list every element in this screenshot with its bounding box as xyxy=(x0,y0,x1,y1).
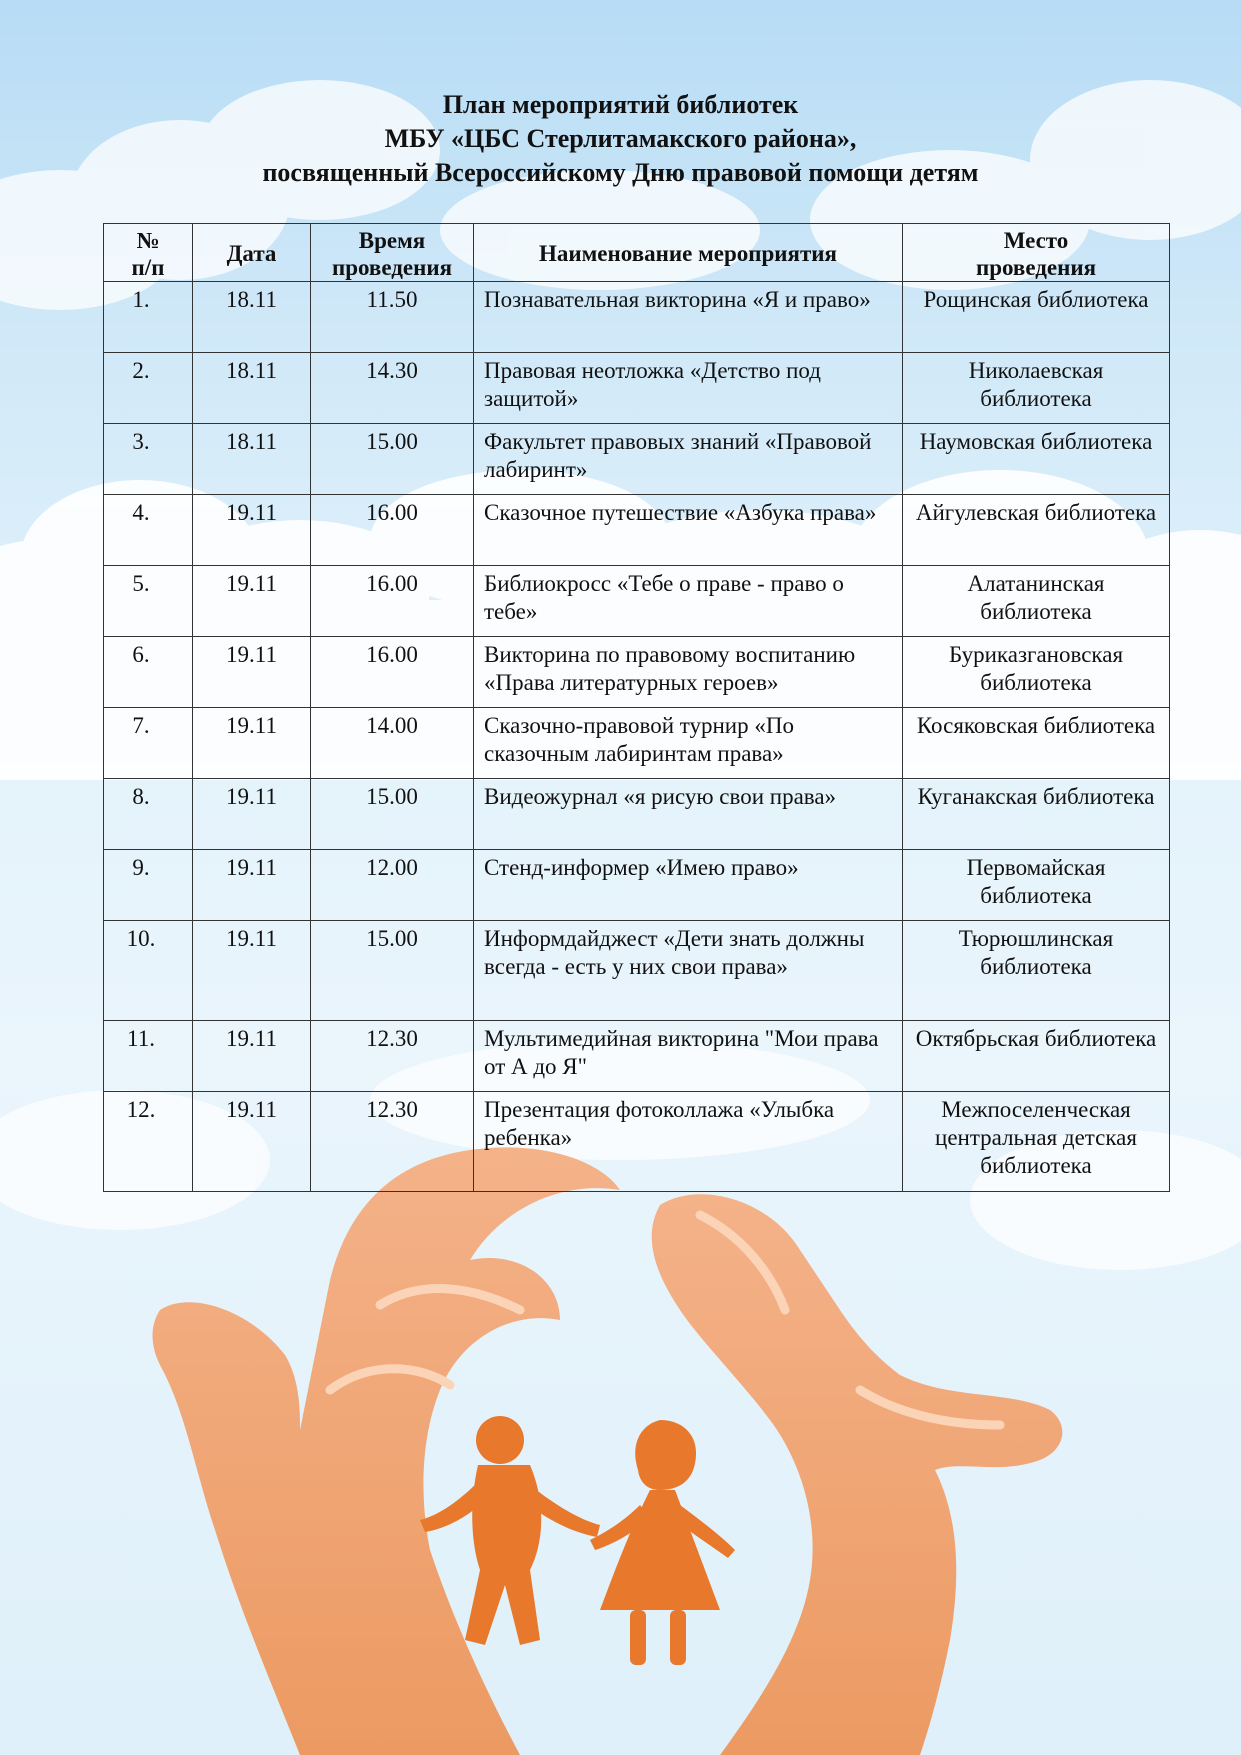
cell-num: 6. xyxy=(104,637,193,708)
table-row xyxy=(104,637,1170,708)
cell-time: 16.00 xyxy=(311,637,474,708)
cell-date: 19.11 xyxy=(193,850,311,921)
table-row xyxy=(104,495,1170,566)
cell-time: 12.30 xyxy=(311,1021,474,1092)
cell-place: Николаевская библиотека xyxy=(903,353,1170,424)
title-line-2: МБУ «ЦБС Стерлитамакского района», xyxy=(384,124,857,153)
header-time: Время проведения xyxy=(311,224,474,282)
cell-time: 15.00 xyxy=(311,779,474,850)
cell-event: Познавательная викторина «Я и право» xyxy=(474,282,903,353)
table-row xyxy=(104,353,1170,424)
cell-event: Правовая неотложка «Детство под защитой» xyxy=(474,353,903,424)
cell-event: Информдайджест «Дети знать должны всегда - есть у них свои права» xyxy=(474,921,903,1021)
left-hand-icon xyxy=(153,1147,621,1755)
header-date: Дата xyxy=(193,224,311,282)
table-row xyxy=(104,921,1170,1021)
cell-num: 11. xyxy=(104,1021,193,1092)
cell-date: 19.11 xyxy=(193,1092,311,1192)
table-row xyxy=(104,708,1170,779)
cell-place: Буриказгановская библиотека xyxy=(903,637,1170,708)
cell-event: Стенд-информер «Имею право» xyxy=(474,850,903,921)
cell-event: Мультимедийная викторина "Мои права от А до Я" xyxy=(474,1021,903,1092)
cell-place: Наумовская библиотека xyxy=(903,424,1170,495)
cell-time: 14.00 xyxy=(311,708,474,779)
cell-date: 18.11 xyxy=(193,424,311,495)
cell-event: Викторина по правовому воспитанию «Права литературных героев» xyxy=(474,637,903,708)
cell-event: Видеожурнал «я рисую свои права» xyxy=(474,779,903,850)
table-row xyxy=(104,850,1170,921)
table-header-row xyxy=(104,224,1170,282)
document-title xyxy=(0,88,1241,190)
table-row xyxy=(104,282,1170,353)
table-row xyxy=(104,1021,1170,1092)
cell-date: 19.11 xyxy=(193,779,311,850)
cell-num: 2. xyxy=(104,353,193,424)
cell-event: Презентация фотоколлажа «Улыбка ребенка» xyxy=(474,1092,903,1192)
cell-date: 19.11 xyxy=(193,708,311,779)
cell-place: Первомайская библиотека xyxy=(903,850,1170,921)
cell-place: Айгулевская библиотека xyxy=(903,495,1170,566)
cell-place: Рощинская библиотека xyxy=(903,282,1170,353)
table-row xyxy=(104,566,1170,637)
cell-time: 15.00 xyxy=(311,424,474,495)
cell-place: Октябрьская библиотека xyxy=(903,1021,1170,1092)
title-line-3: посвященный Всероссийскому Дню правовой помощи детям xyxy=(262,158,979,187)
cell-time: 16.00 xyxy=(311,566,474,637)
cell-time: 14.30 xyxy=(311,353,474,424)
cell-num: 9. xyxy=(104,850,193,921)
cell-event: Сказочное путешествие «Азбука права» xyxy=(474,495,903,566)
header-place: Место проведения xyxy=(903,224,1170,282)
events-table xyxy=(103,223,1170,1192)
cell-time: 12.30 xyxy=(311,1092,474,1192)
table-row xyxy=(104,779,1170,850)
cell-num: 7. xyxy=(104,708,193,779)
right-hand-icon xyxy=(652,1194,1063,1755)
header-event: Наименование мероприятия xyxy=(474,224,903,282)
cell-place: Межпоселенческая центральная детская библиотека xyxy=(903,1092,1170,1192)
cell-place: Тюрюшлинская библиотека xyxy=(903,921,1170,1021)
table-row xyxy=(104,1092,1170,1192)
cell-time: 15.00 xyxy=(311,921,474,1021)
header-num: № п/п xyxy=(104,224,193,282)
cell-date: 19.11 xyxy=(193,637,311,708)
cell-num: 5. xyxy=(104,566,193,637)
cell-date: 19.11 xyxy=(193,1021,311,1092)
cell-event: Сказочно-правовой турнир «По сказочным лабиринтам права» xyxy=(474,708,903,779)
cell-num: 1. xyxy=(104,282,193,353)
table-row xyxy=(104,424,1170,495)
cell-time: 11.50 xyxy=(311,282,474,353)
cell-date: 19.11 xyxy=(193,921,311,1021)
cell-event: Библиокросс «Тебе о праве - право о тебе» xyxy=(474,566,903,637)
cell-date: 18.11 xyxy=(193,353,311,424)
cell-num: 8. xyxy=(104,779,193,850)
hands-protecting-children-icon xyxy=(0,1140,1241,1755)
cell-place: Куганакская библиотека xyxy=(903,779,1170,850)
cell-num: 10. xyxy=(104,921,193,1021)
cell-event: Факультет правовых знаний «Правовой лабиринт» xyxy=(474,424,903,495)
cell-num: 12. xyxy=(104,1092,193,1192)
cell-date: 19.11 xyxy=(193,495,311,566)
cell-date: 19.11 xyxy=(193,566,311,637)
cell-time: 16.00 xyxy=(311,495,474,566)
cell-place: Алатанинская библиотека xyxy=(903,566,1170,637)
child-girl-icon xyxy=(590,1420,735,1665)
cell-date: 18.11 xyxy=(193,282,311,353)
cell-place: Косяковская библиотека xyxy=(903,708,1170,779)
cell-num: 3. xyxy=(104,424,193,495)
cell-num: 4. xyxy=(104,495,193,566)
cell-time: 12.00 xyxy=(311,850,474,921)
title-line-1: План мероприятий библиотек xyxy=(442,90,799,119)
